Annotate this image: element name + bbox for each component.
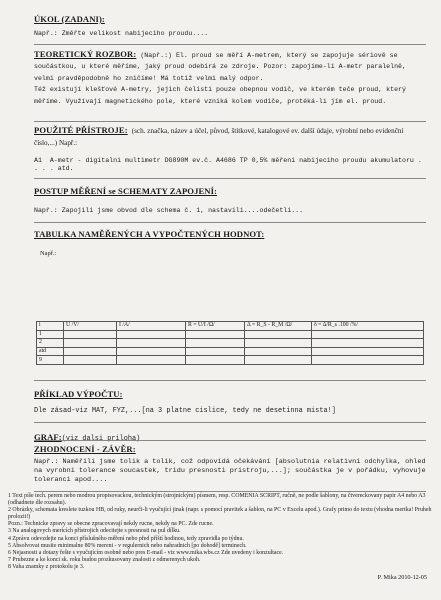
table-cell: [64, 356, 117, 365]
graf-heading: GRAF:: [34, 432, 62, 442]
table-header-row: [37, 322, 424, 331]
pristroje-text: A1 A-metr - digitalni multimetr DG890M ev.č. A4686 TP 0,5% měření nabijeciho proudu akumulatoru . . . . atd.: [34, 157, 426, 173]
divider: [34, 44, 426, 45]
table-cell: [64, 330, 117, 339]
footnote: 1 Text píše tech. perem nebo modrou propisovackou, technickým (strojnickým) písmem, resp. COMENIA SCRIPT, ručně, ne podle šablony, na čtvereckovany papir A4 nebo A3 (odhadnete dle rozsahu).: [8, 493, 426, 507]
footnote: 7 Prubezne a ke konci sk. roku budou prozkusovany znalosti z odmerenych ukoh.: [8, 556, 201, 563]
pristroje-block: [34, 124, 426, 148]
zhodnoceni-text: Např.: Naměřili jsme tolik a tolik, což odpovídá očekávání [absolutnia relativní odchylka, ohled na vyrobni tolerance soucastek, tridu presnosti pristroju,...]; součástka je v pořádku, vyhovuje toleranci apod....: [34, 458, 430, 484]
tabulka-note: Např.:: [40, 250, 57, 257]
pristroje-instructions: (sch. značka, název a účel, původ, štítkové, katalogové ev. další údaje, výrobní nebo evidenční číslo,...) Např.:: [34, 127, 404, 147]
table-header-cell: δ = Δ/R_s .100 /%/: [312, 322, 424, 331]
divider: [34, 440, 426, 441]
footnote: 2 Obrázky, schemata kreslete tuzkou HB, od ruky, neurči-li vyučující jinak (napr. s pomocí pravitek a šablon, na PC v Excelu apod.). Grafy primo do textu (vhodna mertka! Pruheh prolozit!): [8, 507, 432, 521]
table-header-cell: U /V/: [64, 322, 117, 331]
footnote: 4 Zprávu odevzdejte na konci příslušného měření nebo před příští hodinou, tedy zpravidla po týdnu.: [8, 535, 244, 542]
table-cell: [64, 339, 117, 348]
divider: [34, 222, 426, 223]
table-cell: [186, 339, 245, 348]
table-cell: 9: [37, 356, 64, 365]
graf-text: (viz dalsi priloha): [61, 435, 141, 443]
table-cell: 1: [37, 330, 64, 339]
table-header-cell: i: [37, 322, 64, 331]
table-cell: [186, 347, 245, 356]
divider: [34, 178, 426, 179]
ukol-text: Např.: Změřte velikost nabijeciho proudu....: [34, 30, 209, 37]
table-header-cell: I /A/: [117, 322, 186, 331]
footnote: 3 Na analogovych merících přístrojich odecitejte s presnosti na pul dílku.: [8, 528, 181, 535]
table-cell: [186, 330, 245, 339]
table-row: [37, 330, 424, 339]
table-header-cell: R = U/I /Ω/: [186, 322, 245, 331]
teorie-heading: TEORETICKÝ ROZBOR:: [34, 49, 137, 59]
postup-heading: POSTUP MĚŘENÍ se SCHEMATY ZAPOJENÍ:: [34, 186, 218, 196]
signature: P. Mika 2010-12-05: [377, 574, 427, 581]
priklad-text: Dle zásad-viz MAT, FYZ,...[na 3 platne cislice, tedy ne desetinna mista!]: [34, 407, 336, 415]
postup-text: Např.: Zapojili jsme obvod dle schema č. 1, nastavili....odečetli...: [34, 207, 304, 214]
zhodnoceni-heading: ZHODNOCENÍ - ZÁVĚR:: [34, 444, 136, 454]
teorie-block: [34, 49, 426, 106]
table-cell: [117, 339, 186, 348]
teorie-text: (Např.:) El. proud se měří A-metrem, který se zapojuje sériově se součástkou, u které měříme, jaký proud odebírá ze zdroje. Pozor: zapojíme-li A-metr paralelně, velmi pravděpodobně ho zničíme! Má totiž velmi malý odpor. Též existují klešťové A-metry, jejich čelisti pouze obepnou vodič, ve kterém teče proud, který měříme. Využívají magnetického pole, které vzniká kolem vodiče, protéká-li jím el. proud.: [34, 52, 406, 105]
table-cell: [117, 330, 186, 339]
footnote: 8 Vaha znamky z protokolu je 3.: [8, 563, 85, 570]
tabulka-heading: TABULKA NAMĚŘENÝCH A VYPOČTENÝCH HODNOT:: [34, 229, 265, 239]
divider: [34, 491, 426, 492]
table-row: [37, 347, 424, 356]
table-header-cell: Δ = R_S - R_M /Ω/: [245, 322, 312, 331]
table-cell: [64, 347, 117, 356]
table-cell: [245, 339, 312, 348]
footnote: 6 Nejasnosti a dotazy řešte s vyučujícím osobně nebo pres E-mail - viz www.mika.wbs.cz Zde uvedeny i konzultace.: [8, 549, 284, 556]
table-cell: [117, 356, 186, 365]
table-row: [37, 339, 424, 348]
divider: [34, 422, 426, 423]
divider: [34, 121, 426, 122]
table-cell: [312, 330, 424, 339]
footnote-list: [8, 493, 434, 571]
table-cell: [312, 347, 424, 356]
table-cell: [245, 356, 312, 365]
divider: [34, 380, 426, 381]
ukol-heading: ÚKOL (ZADANI):: [34, 14, 105, 24]
table-cell: [245, 330, 312, 339]
table-cell: [117, 347, 186, 356]
measurement-table: [36, 321, 424, 365]
table-cell: [186, 356, 245, 365]
table-cell: [312, 339, 424, 348]
table-cell: [245, 347, 312, 356]
table-cell: 2: [37, 339, 64, 348]
graf-block: [34, 427, 426, 445]
table-cell: [312, 356, 424, 365]
table-cell: atd: [37, 347, 64, 356]
table-row: [37, 356, 424, 365]
priklad-heading: PŘÍKLAD VÝPOČTU:: [34, 389, 123, 399]
pristroje-heading: POUŽITÉ PŘÍSTROJE:: [34, 125, 128, 135]
footnote: Pozn.: Technicke zpravy se obecne zpracovavají nekdy rucne, nekdy na PC. Zde rucne.: [8, 521, 214, 528]
footnote: 5 Absolvovat musite minimalne 80% mereni - v regulernich nebo nahradnich [po dohodě] terminech.: [8, 542, 247, 549]
